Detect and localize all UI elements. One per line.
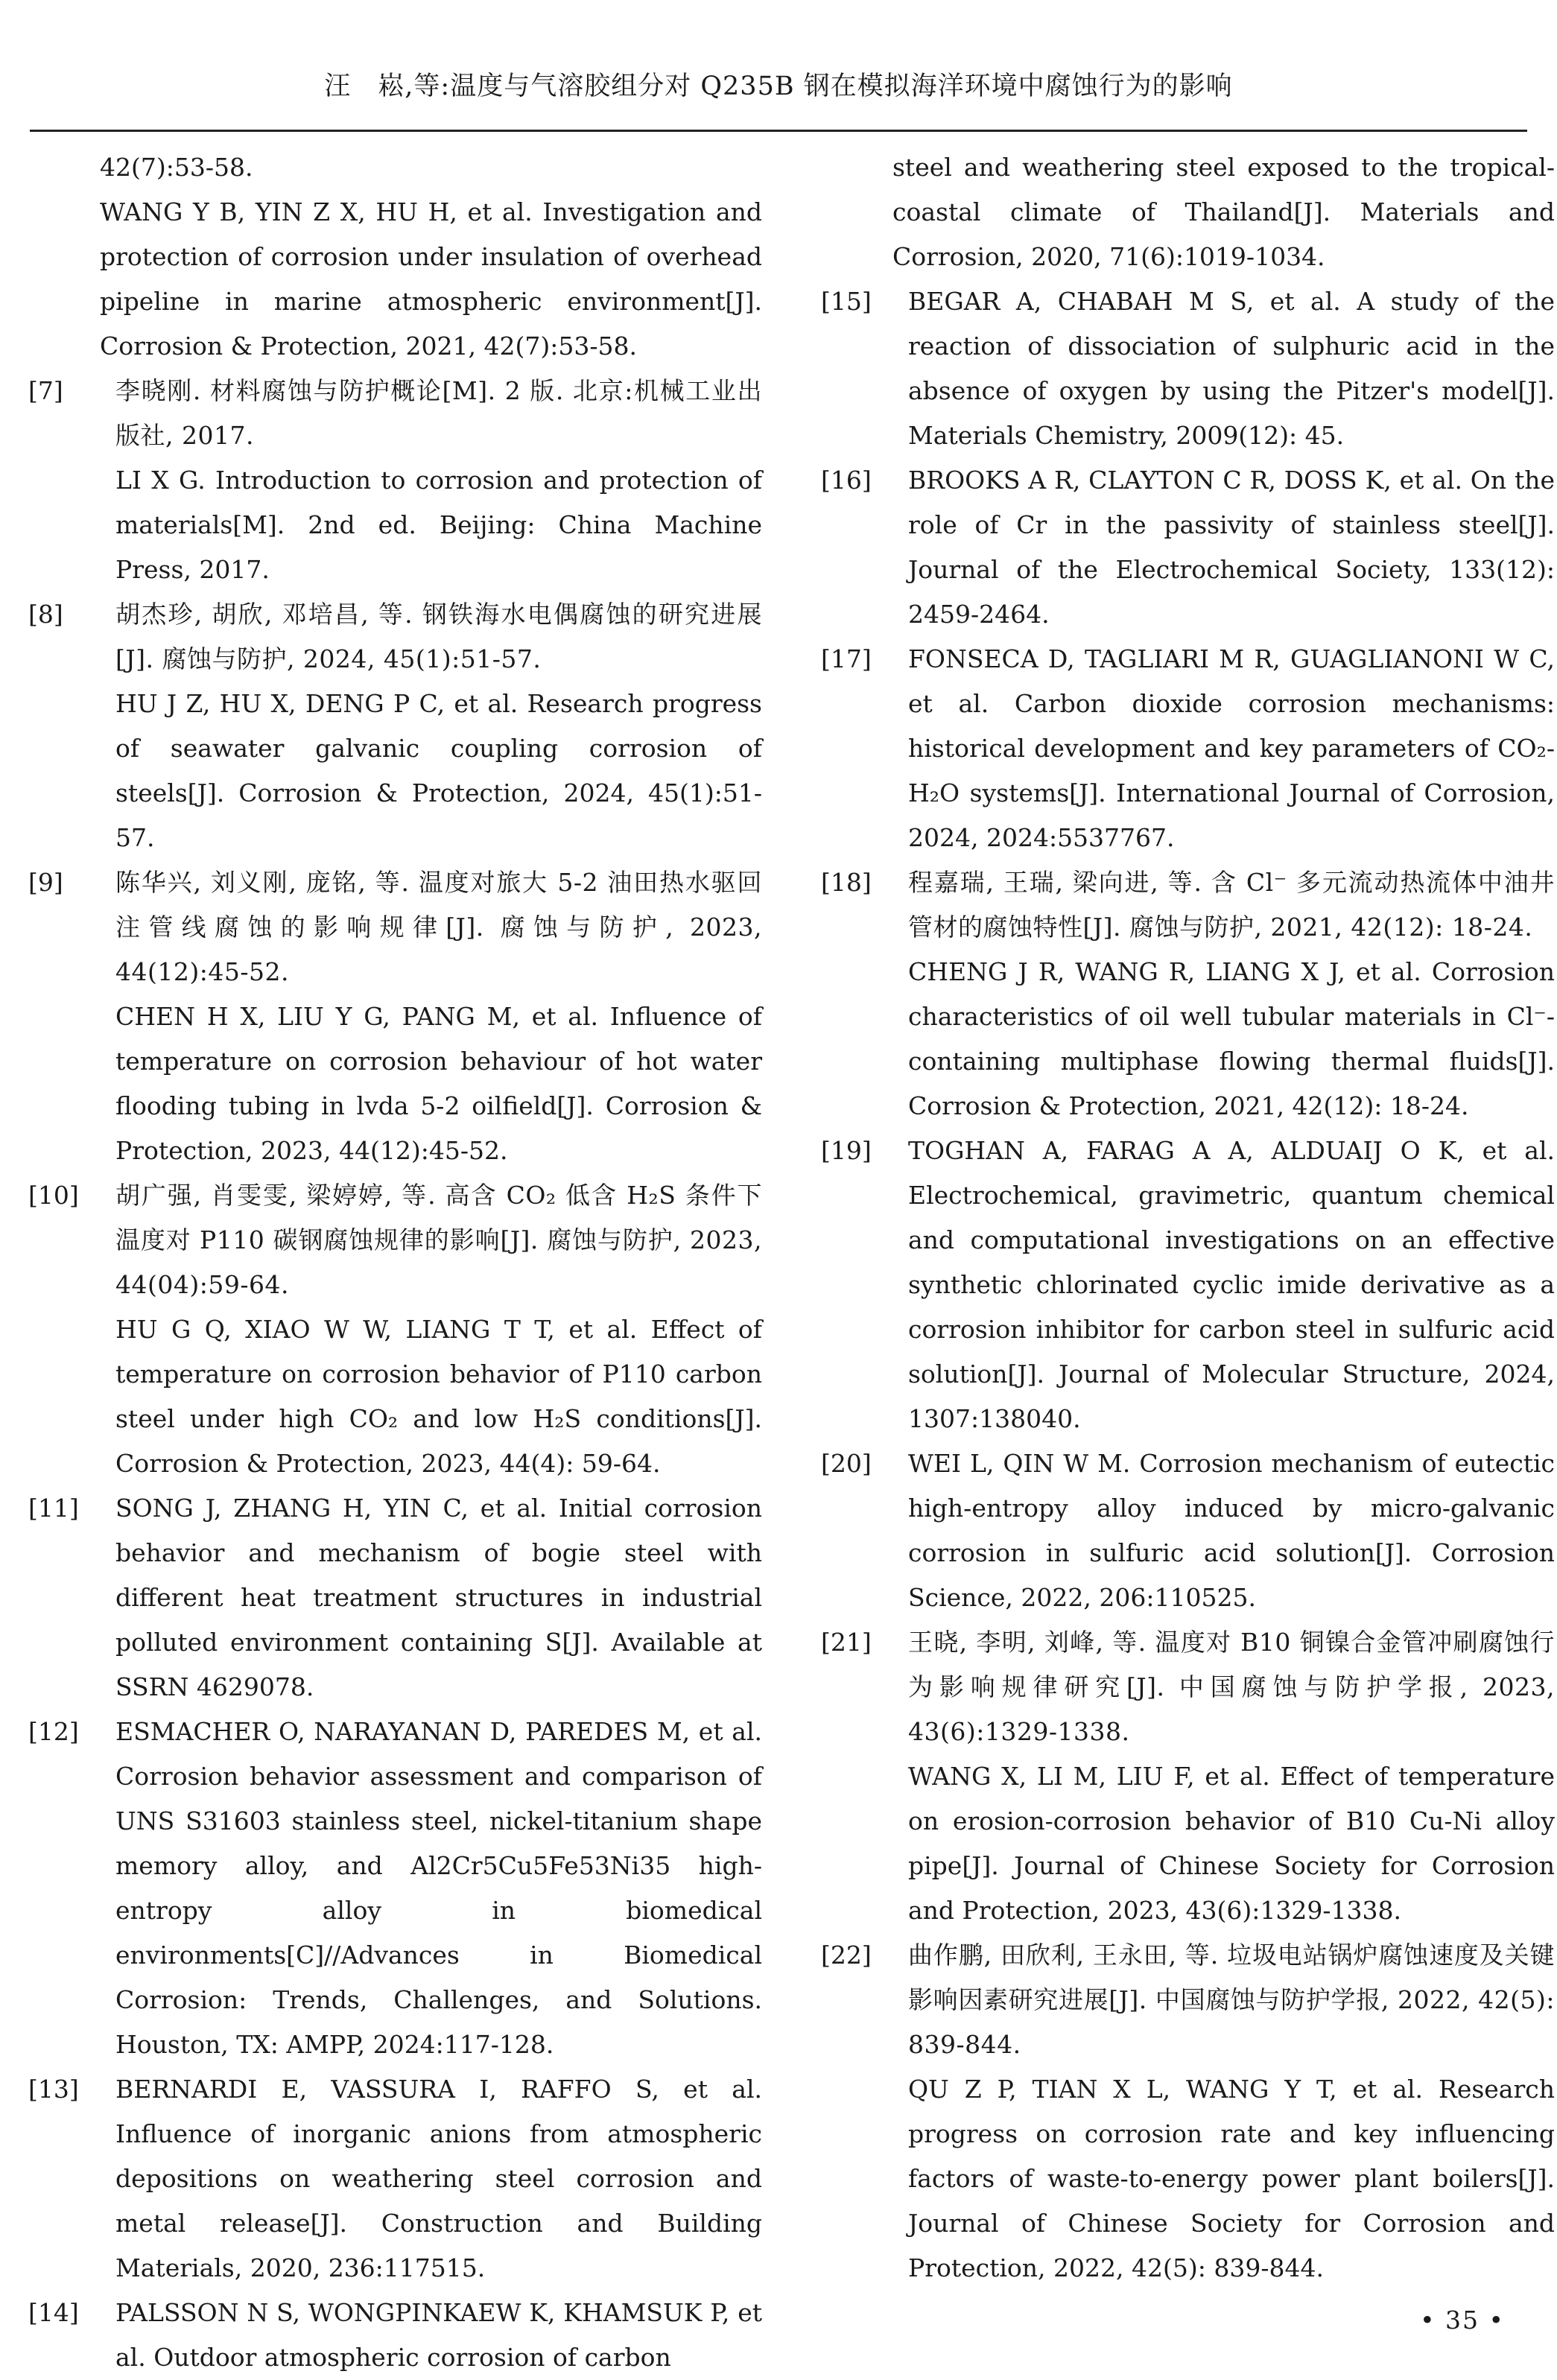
reference-number: [13] [28,2075,79,2104]
reference-line: 李晓刚. 材料腐蚀与防护概论[M]. 2 版. 北京:机械工业出版社, 2017. [115,376,762,450]
left-column [28,145,762,2380]
reference-number: [17] [821,644,872,673]
reference-20 [821,1441,1555,1620]
reference-number: [10] [28,1181,79,1210]
reference-13 [28,2067,762,2291]
reference-line: FONSECA D, TAGLIARI M R, GUAGLIANONI W C, et al. Carbon dioxide corrosion mechanisms: historical development and key parameters of CO₂-H₂O systems[J]. International Journal of Corrosion, 2024, 2024:5537767. [908,644,1555,852]
reference-line: HU J Z, HU X, DENG P C, et al. Research progress of seawater galvanic coupling corrosion of steels[J]. Corrosion & Protection, 2024, 45(1):51-57. [115,689,762,852]
reference-7 [28,369,762,592]
reference-number: [20] [821,1449,872,1478]
reference-line: HU G Q, XIAO W W, LIANG T T, et al. Effect of temperature on corrosion behavior of P110 carbon steel under high CO₂ and low H₂S conditions[J]. Corrosion & Protection, 2023, 44(4): 59-64. [115,1315,762,1478]
reference-line: CHENG J R, WANG R, LIANG X J, et al. Corrosion characteristics of oil well tubular materials in Cl⁻-containing multiphase flowing thermal fluids[J]. Corrosion & Protection, 2021, 42(12): 18-24. [908,957,1555,1120]
reference-line: WANG Y B, YIN Z X, HU H, et al. Investigation and protection of corrosion under insulation of overhead pipeline in marine atmospheric environment[J]. Corrosion & Protection, 2021, 42(7):53-58. [100,197,762,361]
reference-number: [8] [28,600,63,629]
reference-continuation [28,145,762,369]
reference-line: 胡杰珍, 胡欣, 邓培昌, 等. 钢铁海水电偶腐蚀的研究进展[J]. 腐蚀与防护, 2024, 45(1):51-57. [115,600,762,673]
reference-line: 曲作鹏, 田欣利, 王永田, 等. 垃圾电站锅炉腐蚀速度及关键影响因素研究进展[J]. 中国腐蚀与防护学报, 2022, 42(5): 839-844. [908,1941,1555,2059]
running-header: 汪 崧,等:温度与气溶胶组分对 Q235B 钢在模拟海洋环境中腐蚀行为的影响 [324,72,1233,101]
reference-number: [18] [821,868,872,897]
reference-line: 42(7):53-58. [100,153,253,182]
reference-number: [12] [28,1717,79,1746]
reference-21 [821,1620,1555,1933]
reference-line: ESMACHER O, NARAYANAN D, PAREDES M, et al. Corrosion behavior assessment and comparison of UNS S31603 stainless steel, nickel-titanium shape memory alloy, and Al2Cr5Cu5Fe53Ni35 high-entropy alloy in biomedical environments[C]//Advances in Biomedical Corrosion: Trends, Challenges, and Solutions. Houston, TX: AMPP, 2024:117-128. [115,1717,762,2059]
reference-number: [15] [821,287,872,316]
reference-line: 程嘉瑞, 王瑞, 梁向进, 等. 含 Cl⁻ 多元流动热流体中油井管材的腐蚀特性[J]. 腐蚀与防护, 2021, 42(12): 18-24. [908,868,1555,942]
reference-line: CHEN H X, LIU Y G, PANG M, et al. Influence of temperature on corrosion behaviour of hot water flooding tubing in lvda 5-2 oilfield[J]. Corrosion & Protection, 2023, 44(12):45-52. [115,1002,762,1165]
reference-line: LI X G. Introduction to corrosion and protection of materials[M]. 2nd ed. Beijing: China Machine Press, 2017. [115,466,762,584]
reference-line: 王晓, 李明, 刘峰, 等. 温度对 B10 铜镍合金管冲刷腐蚀行为影响规律研究[J]. 中国腐蚀与防护学报, 2023, 43(6):1329-1338. [908,1628,1555,1746]
reference-line: WEI L, QIN W M. Corrosion mechanism of eutectic high-entropy alloy induced by micro-galvanic corrosion in sulfuric acid solution[J]. Corrosion Science, 2022, 206:110525. [908,1449,1555,1612]
reference-line: WANG X, LI M, LIU F, et al. Effect of temperature on erosion-corrosion behavior of B10 Cu-Ni alloy pipe[J]. Journal of Chinese Society for Corrosion and Protection, 2023, 43(6):1329-1338. [908,1762,1555,1925]
reference-14 [28,2291,762,2380]
reference-line: BERNARDI E, VASSURA I, RAFFO S, et al. Influence of inorganic anions from atmospheric depositions on weathering steel corrosion and metal release[J]. Construction and Building Materials, 2020, 236:117515. [115,2075,762,2282]
reference-19 [821,1129,1555,1441]
reference-line: 胡广强, 肖雯雯, 梁婷婷, 等. 高含 CO₂ 低含 H₂S 条件下温度对 P110 碳钢腐蚀规律的影响[J]. 腐蚀与防护, 2023, 44(04):59-64. [115,1181,762,1299]
header-divider [30,130,1527,132]
reference-11 [28,1486,762,1710]
reference-line: BROOKS A R, CLAYTON C R, DOSS K, et al. On the role of Cr in the passivity of stainless steel[J]. Journal of the Electrochemical Society, 133(12): 2459-2464. [908,466,1555,629]
reference-line: steel and weathering steel exposed to the tropical-coastal climate of Thailand[J]. Materials and Corrosion, 2020, 71(6):1019-1034. [892,153,1555,271]
reference-line: QU Z P, TIAN X L, WANG Y T, et al. Research progress on corrosion rate and key influencing factors of waste-to-energy power plant boilers[J]. Journal of Chinese Society for Corrosion and Protection, 2022, 42(5): 839-844. [908,2075,1555,2282]
reference-9 [28,860,762,1173]
reference-16 [821,458,1555,637]
reference-number: [21] [821,1628,872,1657]
reference-line: BEGAR A, CHABAH M S, et al. A study of the reaction of dissociation of sulphuric acid in the absence of oxygen by using the Pitzer's model[J]. Materials Chemistry, 2009(12): 45. [908,287,1555,450]
reference-number: [11] [28,1494,79,1523]
reference-line: PALSSON N S, WONGPINKAEW K, KHAMSUK P, et al. Outdoor atmospheric corrosion of carbon [115,2298,762,2372]
reference-10 [28,1173,762,1486]
reference-12 [28,1710,762,2067]
right-column [821,145,1555,2291]
reference-number: [19] [821,1136,872,1165]
reference-22 [821,1933,1555,2291]
reference-line: 陈华兴, 刘义刚, 庞铭, 等. 温度对旅大 5-2 油田热水驱回注管线腐蚀的影响规律[J]. 腐蚀与防护, 2023, 44(12):45-52. [115,868,762,986]
reference-continuation [821,145,1555,279]
reference-line: TOGHAN A, FARAG A A, ALDUAIJ O K, et al. Electrochemical, gravimetric, quantum chemical and computational investigations on an effective synthetic chlorinated cyclic imide derivative as a corrosion inhibitor for carbon steel in sulfuric acid solution[J]. Journal of Molecular Structure, 2024, 1307:138040. [908,1136,1555,1433]
reference-17 [821,637,1555,860]
reference-number: [22] [821,1941,872,1970]
reference-number: [9] [28,868,63,897]
page-number: • 35 • [1420,2306,1505,2335]
reference-8 [28,592,762,860]
reference-number: [14] [28,2298,79,2327]
reference-15 [821,279,1555,458]
reference-18 [821,860,1555,1129]
reference-line: SONG J, ZHANG H, YIN C, et al. Initial corrosion behavior and mechanism of bogie steel with different heat treatment structures in industrial polluted environment containing S[J]. Available at SSRN 4629078. [115,1494,762,1701]
reference-number: [7] [28,376,63,405]
reference-number: [16] [821,466,872,495]
